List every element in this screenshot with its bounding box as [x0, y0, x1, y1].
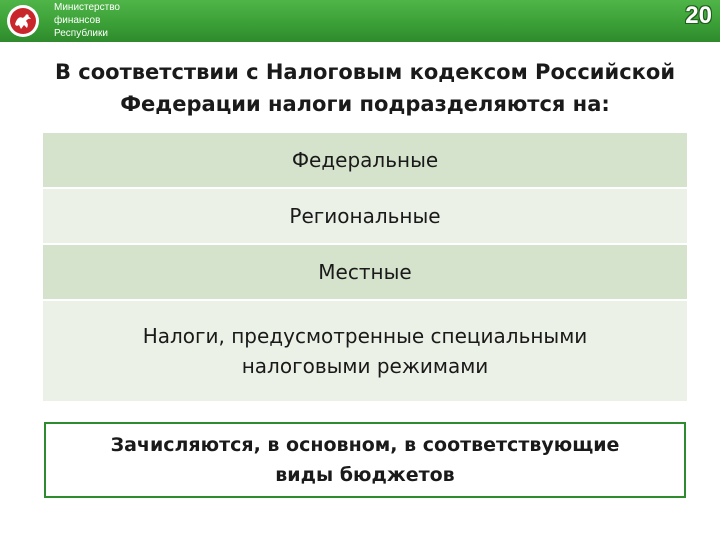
slide-title: [20, 56, 710, 120]
ministry-name-line: финансов: [54, 15, 101, 26]
tax-type-label: Налоги, предусмотренные специальными: [142, 324, 588, 348]
page-number: 20: [685, 2, 712, 29]
tax-type-label: Региональные: [289, 204, 441, 228]
ministry-name-line: Министерство: [54, 2, 120, 13]
slide-title-line: В соответствии с Налоговым кодексом Российской: [54, 60, 676, 84]
ministry-name: [54, 1, 120, 40]
slide-title-line: Федерации налоги подразделяются на:: [120, 92, 610, 116]
tax-type-federal: [43, 133, 687, 189]
tax-types-list: [43, 133, 687, 401]
tax-type-label: Федеральные: [291, 148, 439, 172]
budget-note-line: Зачисляются, в основном, в соответствующие: [110, 434, 620, 456]
header-bar: [0, 0, 720, 42]
tax-type-local: [43, 245, 687, 301]
ministry-logo-icon: [6, 4, 40, 38]
ministry-name-line: Республики: [54, 28, 108, 39]
tax-type-special-regimes: [43, 301, 687, 401]
tax-type-regional: [43, 189, 687, 245]
tax-type-label: Местные: [318, 260, 412, 284]
tax-type-label: налоговыми режимами: [241, 354, 489, 378]
budget-note-line: виды бюджетов: [275, 464, 455, 486]
budget-note-box: [44, 422, 686, 498]
